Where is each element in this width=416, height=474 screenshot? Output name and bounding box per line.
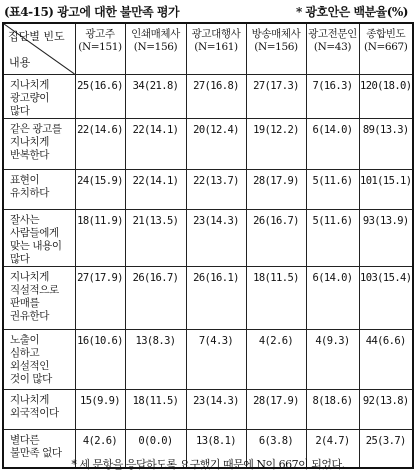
table-cell: 34(21.8) — [125, 75, 186, 119]
table-cell: 27(17.3) — [246, 75, 306, 119]
column-name: 광고전문인 — [308, 28, 357, 40]
table-cell: 92(13.8) — [359, 390, 413, 430]
table-cell: 6(3.8) — [246, 430, 306, 468]
table-row — [3, 267, 413, 330]
column-header — [359, 23, 413, 75]
table-cell: 6(14.0) — [306, 267, 359, 330]
table-cell: 27(16.8) — [186, 75, 246, 119]
table-cell: 25(3.7) — [359, 430, 413, 468]
table-cell: 26(16.7) — [246, 210, 306, 267]
table-row — [3, 119, 413, 170]
table-cell: 2(4.7) — [306, 430, 359, 468]
table-cell: 22(14.1) — [125, 170, 186, 210]
corner-label-group: 집단별 빈도 — [8, 30, 65, 43]
table-cell: 18(11.9) — [75, 210, 125, 267]
table-row — [3, 75, 413, 119]
table-title: (표4-15) 광고에 대한 불만족 평가 — [4, 5, 180, 19]
table-cell: 15(9.9) — [75, 390, 125, 430]
table-cell: 89(13.3) — [359, 119, 413, 170]
column-name: 종합빈도 — [366, 28, 406, 40]
table-cell: 22(13.7) — [186, 170, 246, 210]
table-cell: 7(4.3) — [186, 330, 246, 390]
table-cell: 28(17.9) — [246, 390, 306, 430]
table-cell: 24(15.9) — [75, 170, 125, 210]
table-cell: 18(11.5) — [125, 390, 186, 430]
header-row — [3, 23, 413, 75]
row-label: 같은 광고를 지나치게 반복한다 — [3, 119, 75, 170]
dissatisfaction-table — [2, 22, 414, 469]
table-cell: 7(16.3) — [306, 75, 359, 119]
column-header — [246, 23, 306, 75]
row-label: 노출이 심하고 외설적인 것이 많다 — [3, 330, 75, 390]
column-header — [125, 23, 186, 75]
table-cell: 27(17.9) — [75, 267, 125, 330]
table-cell: 4(2.6) — [246, 330, 306, 390]
column-n: (N=151) — [78, 41, 122, 53]
row-label: 지나치게 외국적이다 — [3, 390, 75, 430]
table-cell: 0(0.0) — [125, 430, 186, 468]
column-n: (N=667) — [364, 41, 408, 53]
table-cell: 13(8.3) — [125, 330, 186, 390]
table-row — [3, 390, 413, 430]
table-cell: 21(13.5) — [125, 210, 186, 267]
table-cell: 13(8.1) — [186, 430, 246, 468]
table-cell: 22(14.1) — [125, 119, 186, 170]
table-cell: 26(16.1) — [186, 267, 246, 330]
column-name: 광고주 — [85, 28, 115, 40]
table-cell: 22(14.6) — [75, 119, 125, 170]
column-name: 광고대행사 — [191, 28, 241, 40]
table-cell: 120(18.0) — [359, 75, 413, 119]
table-row — [3, 330, 413, 390]
table-row — [3, 170, 413, 210]
column-header — [75, 23, 125, 75]
column-name: 인쇄매체사 — [131, 28, 180, 40]
table-cell: 4(9.3) — [306, 330, 359, 390]
row-label: 별다른 불만족 없다 — [3, 430, 75, 468]
table-cell: 25(16.6) — [75, 75, 125, 119]
row-label: 잘사는 사람들에게 맞는 내용이 많다 — [3, 210, 75, 267]
column-name: 방송매체사 — [251, 28, 301, 40]
table-cell: 20(12.4) — [186, 119, 246, 170]
table-cell: 19(12.2) — [246, 119, 306, 170]
table-cell: 18(11.5) — [246, 267, 306, 330]
table-cell: 5(11.6) — [306, 170, 359, 210]
table-cell: 103(15.4) — [359, 267, 413, 330]
table-cell: 4(2.6) — [75, 430, 125, 468]
footnote: * 세 문항을 응답하도록 요구했기 때문에 N이 667이 되었다. — [71, 458, 345, 471]
table-cell: 6(14.0) — [306, 119, 359, 170]
column-header — [306, 23, 359, 75]
corner-header — [3, 23, 75, 75]
table-cell: 26(16.7) — [125, 267, 186, 330]
column-n: (N=156) — [133, 41, 178, 53]
row-label: 지나치게 광고량이 많다 — [3, 75, 75, 119]
table-cell: 23(14.3) — [186, 390, 246, 430]
corner-label-content: 내용 — [9, 56, 31, 69]
column-n: (N=43) — [313, 41, 352, 53]
table-cell: 44(6.6) — [359, 330, 413, 390]
column-n: (N=161) — [194, 41, 238, 53]
row-label: 표현이 유치하다 — [3, 170, 75, 210]
percentage-note: * 광호안은 백분율(%) — [295, 5, 408, 19]
table-row — [3, 210, 413, 267]
table-cell: 16(10.6) — [75, 330, 125, 390]
table-cell: 101(15.1) — [359, 170, 413, 210]
table-cell: 93(13.9) — [359, 210, 413, 267]
row-label: 지나치게 직설적으로 판매를 권유한다 — [3, 267, 75, 330]
table-cell: 5(11.6) — [306, 210, 359, 267]
column-n: (N=156) — [254, 41, 298, 53]
table-cell: 28(17.9) — [246, 170, 306, 210]
column-header — [186, 23, 246, 75]
table-cell: 23(14.3) — [186, 210, 246, 267]
table-cell: 8(18.6) — [306, 390, 359, 430]
